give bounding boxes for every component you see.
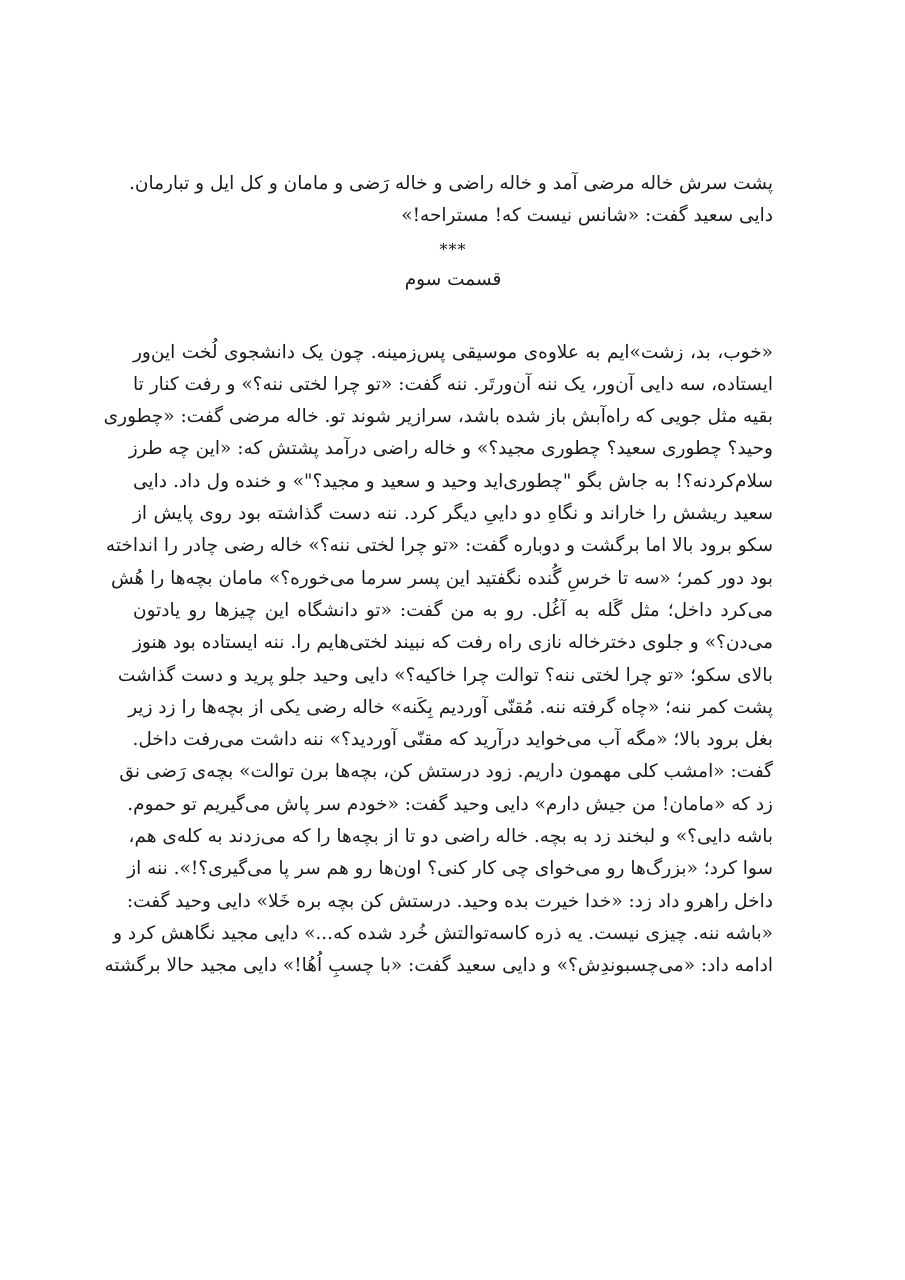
body-line: ایستاده، سه دایی آن‌ور، یک ننه آن‌ورتَر. ننه گفت: «تو چرا لختی ننه؟» و رفت کنار تا [133, 373, 773, 395]
body-line: گفت: «امشب کلی مهمون داریم. زود درستش کن، بچه‌ها برن توالت» بچه‌ی رَضی نق [119, 761, 773, 783]
body-line: سلام‌کردنه؟! به جاش بگو "چطوری‌اید وحید و سعید و مجید؟"» و خنده ول داد. دایی [133, 470, 773, 492]
body-line: می‌کرد داخل؛ مثل گَله به آغُل. رو به من گفت: «تو دانشگاه این چیزها رو یادتون [133, 599, 773, 621]
body-line: داخل راهرو داد زد: «خدا خیرت بده وحید. درستش کن بچه بره خَلا» دایی وحید گفت: [126, 890, 773, 912]
section-title: قسمت سوم [404, 268, 502, 290]
intro-line-1: پشت سرش خاله مرضی آمد و خاله راضی و خاله رَضی و مامان و کل ایل و تبارمان. [128, 173, 773, 194]
body-line: ادامه داد: «می‌چسبوندِش؟» و دایی سعید گفت: «با چسبِ اُهُا!» دایی مجید حالا برگشته [104, 955, 773, 977]
body-line: سوا کرد؛ «بزرگ‌ها رو می‌خوای چی کار کنی؟ اون‌ها رو هم سر پا می‌گیری؟!». ننه از [127, 858, 773, 880]
body-paragraph [103, 337, 773, 983]
section-separator: *** [439, 239, 467, 259]
body-line: می‌دن؟» و جلوی دخترخاله نازی راه رفت که نبیند لختی‌هایم را. ننه ایستاده بود هنوز [133, 632, 773, 654]
intro-line-2: دایی سعید گفت: «شانس نیست که! مستراحه!» [401, 205, 773, 227]
body-line: بغل برود بالا؛ «مگه آب می‌خواید درآرید که مقنّی آوردید؟» ننه داشت می‌رفت داخل. [132, 729, 773, 751]
body-line: «باشه ننه. چیزی نیست. یه ذره کاسه‌توالتش خُرد شده که...» دایی مجید نگاهش کرد و [113, 922, 773, 944]
body-line: پشت کمر ننه؛ «چاه گرفته ننه. مُقنّی آوردیم بِکَنه» خاله رضی یکی از بچه‌ها را زد زیر [128, 696, 773, 718]
body-line: «خوب، بد، زشت»ایم به علاوه‌ی موسیقی پس‌زمینه. چون یک دانشجوی لُخت این‌ور [133, 341, 773, 363]
page-text [103, 168, 773, 983]
body-line: سکو برود بالا اما برگشت و دوباره گفت: «تو چرا لختی ننه؟» خاله رضی چادر را انداخته [105, 535, 773, 557]
body-line: بود دور کمر؛ «سه تا خرسِ گُنده نگفتید این پسر سرما می‌خوره؟» مامان بچه‌ها را هُش [110, 567, 773, 589]
body-line: باشه دایی؟» و لبخند زد به بچه. خاله راضی دو تا از بچه‌ها را که می‌زدند به کله‌ی هم، [128, 826, 773, 848]
body-line: سعید ریشش را خاراند و نگاهِ دو داییِ دیگر کرد. ننه دست گذاشته بود روی پایش از [133, 503, 773, 525]
body-line: بالای سکو؛ «تو چرا لختی ننه؟ توالت چرا خاکیه؟» دایی وحید جلو پرید و دست گذاشت [117, 664, 773, 686]
body-line: بقیه مثل جویی که راه‌آبش باز شده باشد، سرازیر شوند تو. خاله مرضی گفت: «چطوری [103, 406, 773, 428]
body-line: زد که «مامان! من جیش دارم» دایی وحید گفت: «خودم سر پاش می‌گیریم تو حموم. [127, 793, 773, 815]
body-line: وحید؟ چطوری سعید؟ چطوری مجید؟» و خاله راضی درآمد پشتش که: «این چه طرز [128, 438, 773, 460]
intro-paragraph [128, 168, 773, 233]
